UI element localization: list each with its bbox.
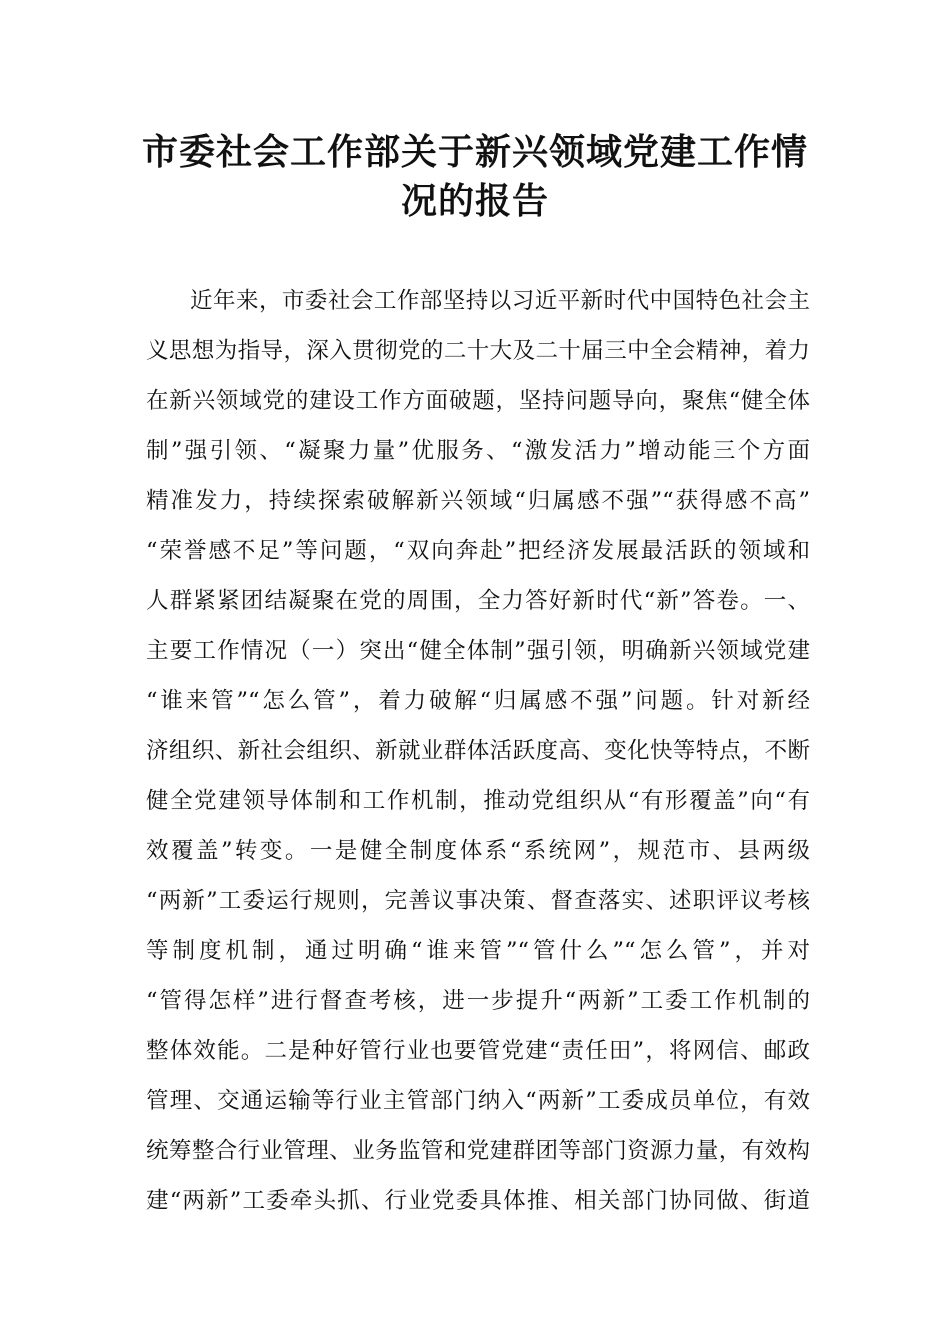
body-line: 整体效能。二是种好管行业也要管党建“责任田”，将网信、邮政 xyxy=(146,1038,810,1064)
document-body xyxy=(146,276,810,1226)
body-line: 等制度机制，通过明确“谁来管”“管什么”“怎么管”，并对 xyxy=(146,938,810,964)
body-line: 义思想为指导，深入贯彻党的二十大及二十届三中全会精神，着力 xyxy=(146,338,810,364)
body-line: “两新”工委运行规则，完善议事决策、督查落实、述职评议考核 xyxy=(146,888,810,914)
body-line: 管理、交通运输等行业主管部门纳入“两新”工委成员单位，有效 xyxy=(146,1088,810,1114)
body-line: “荣誉感不足”等问题，“双向奔赴”把经济发展最活跃的领域和 xyxy=(146,538,810,564)
title-line: 况的报告 xyxy=(400,181,549,222)
body-line: 健全党建领导体制和工作机制，推动党组织从“有形覆盖”向“有 xyxy=(146,788,810,814)
body-line: 近年来，市委社会工作部坚持以习近平新时代中国特色社会主 xyxy=(190,288,810,314)
body-line: 制”强引领、“凝聚力量”优服务、“激发活力”增动能三个方面 xyxy=(146,438,810,464)
body-line: “谁来管”“怎么管”，着力破解“归属感不强”问题。针对新经 xyxy=(146,688,810,714)
body-line: 济组织、新社会组织、新就业群体活跃度高、变化快等特点，不断 xyxy=(146,738,810,764)
document-title xyxy=(120,128,830,226)
body-line: 效覆盖”转变。一是健全制度体系“系统网”，规范市、县两级 xyxy=(146,838,810,864)
title-line: 市委社会工作部关于新兴领域党建工作情 xyxy=(141,132,808,173)
body-line: 主要工作情况（一）突出“健全体制”强引领，明确新兴领域党建 xyxy=(146,638,810,664)
body-line: 在新兴领域党的建设工作方面破题，坚持问题导向，聚焦“健全体 xyxy=(146,388,810,414)
body-line: 统筹整合行业管理、业务监管和党建群团等部门资源力量，有效构 xyxy=(146,1138,810,1164)
body-line: 精准发力，持续探索破解新兴领域“归属感不强”“获得感不高” xyxy=(146,488,810,514)
body-line: 人群紧紧团结凝聚在党的周围，全力答好新时代“新”答卷。一、 xyxy=(146,588,810,614)
body-line: 建“两新”工委牵头抓、行业党委具体推、相关部门协同做、街道 xyxy=(146,1188,810,1214)
body-line: “管得怎样”进行督查考核，进一步提升“两新”工委工作机制的 xyxy=(146,988,810,1014)
